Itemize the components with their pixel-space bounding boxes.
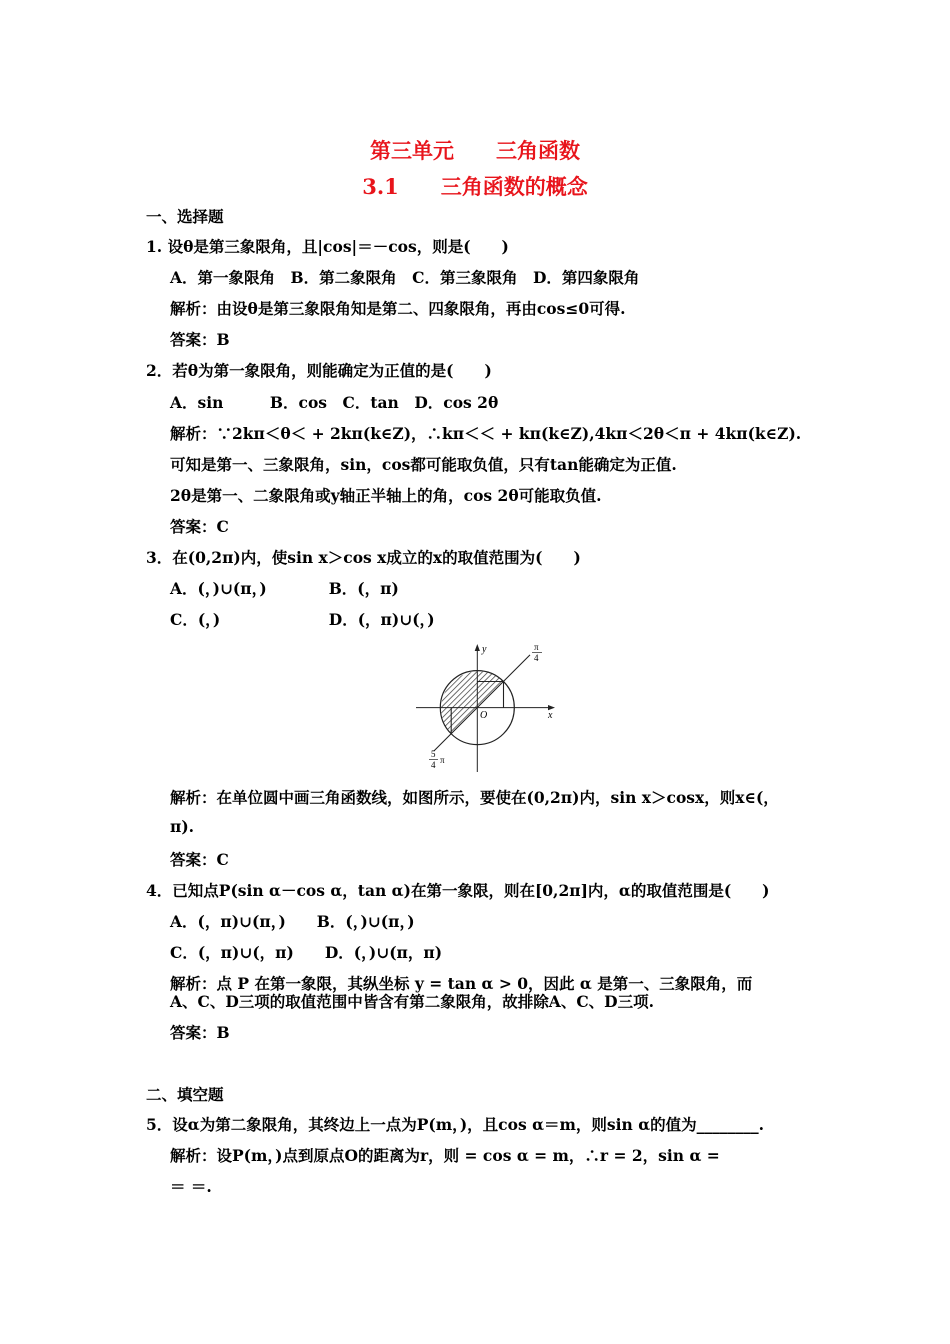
angle-top-numerator: π: [534, 642, 539, 652]
x-axis-label: x: [548, 710, 553, 721]
q4-analysis-1: 解析：点 P 在第一象限，其纵坐标 y = tan α > 0，因此 α 是第一、三象限角，而: [170, 974, 753, 993]
question-2: 2．若θ为第一象限角，则能确定为正值的是( ): [146, 361, 492, 380]
q4-answer: 答案：B: [170, 1023, 230, 1042]
q3-analysis-2: π).: [170, 817, 195, 836]
unit-title: 第三单元 三角函数: [370, 138, 580, 163]
q3-options-cd: C．(，) D．(，π)∪(，): [170, 610, 435, 629]
lesson-title: 3.1 三角函数的概念: [362, 174, 588, 199]
q2-options: A．sin B．cos C．tan D．cos 2θ: [170, 393, 499, 412]
shaded-region: [441, 671, 503, 733]
q4-options-cd: C．(，π)∪(，π) D．(，)∪(π，π): [170, 943, 443, 962]
q2-analysis-2: 可知是第一、三象限角，sin，cos都可能取负值，只有tan能确定为正值.: [170, 455, 677, 474]
q4-options-ab: A．(，π)∪(π，) B．(，)∪(π，): [170, 912, 415, 931]
q3-analysis-1: 解析：在单位圆中画三角函数线，如图所示，要使在(0,2π)内，sin x＞cosx，则x∈(，: [170, 788, 779, 807]
q3-answer: 答案：C: [170, 850, 229, 869]
q1-analysis: 解析：由设θ是第三象限角知是第二、四象限角，再由cos≤0可得.: [170, 299, 626, 318]
q5-analysis-1: 解析：设P(m，)点到原点O的距离为r，则 = cos α = m，∴r = 2，sin α =: [170, 1146, 720, 1165]
y-axis-arrow: [475, 644, 480, 651]
q1-answer: 答案：B: [170, 330, 230, 349]
section-title-choice: 一、选择题: [146, 207, 224, 226]
question-3: 3．在(0,2π)内，使sin x＞cos x成立的x的取值范围为( ): [146, 548, 581, 567]
question-1: 1. 设θ是第三象限角，且|cos|＝－cos，则是( ): [146, 237, 509, 256]
angle-bottom-pi: π: [440, 755, 445, 765]
q1-options: A．第一象限角 B．第二象限角 C．第三象限角 D．第四象限角: [170, 268, 640, 287]
q2-answer: 答案：C: [170, 517, 229, 536]
q2-analysis-1: 解析：∵2kπ＜θ＜ + 2kπ(k∈Z)，∴kπ＜＜ + kπ(k∈Z),4kπ＜2θ＜π + 4kπ(k∈Z).: [170, 424, 802, 443]
q2-analysis-3: 2θ是第一、二象限角或y轴正半轴上的角，cos 2θ可能取负值.: [170, 486, 602, 505]
angle-bottom-numerator: 5: [431, 749, 436, 759]
question-5: 5．设α为第二象限角，其终边上一点为P(m，)，且cos α＝m，则sin α的值为________.: [146, 1115, 765, 1134]
section-title-fill: 二、填空题: [146, 1085, 224, 1104]
question-4: 4．已知点P(sin α－cos α，tan α)在第一象限，则在[0,2π]内，α的取值范围是( ): [146, 881, 770, 900]
y-axis-label: y: [482, 644, 487, 655]
origin-label: O: [480, 710, 488, 721]
unit-circle-figure: [412, 640, 562, 775]
q5-analysis-2: ＝ ＝.: [170, 1177, 212, 1196]
q4-analysis-2: A、C、D三项的取值范围中皆含有第二象限角，故排除A、C、D三项.: [170, 992, 655, 1011]
angle-top-denominator: 4: [534, 653, 539, 663]
q3-options-ab: A．(，)∪(π，) B．(，π): [170, 579, 399, 598]
angle-bottom-denominator: 4: [431, 760, 436, 770]
